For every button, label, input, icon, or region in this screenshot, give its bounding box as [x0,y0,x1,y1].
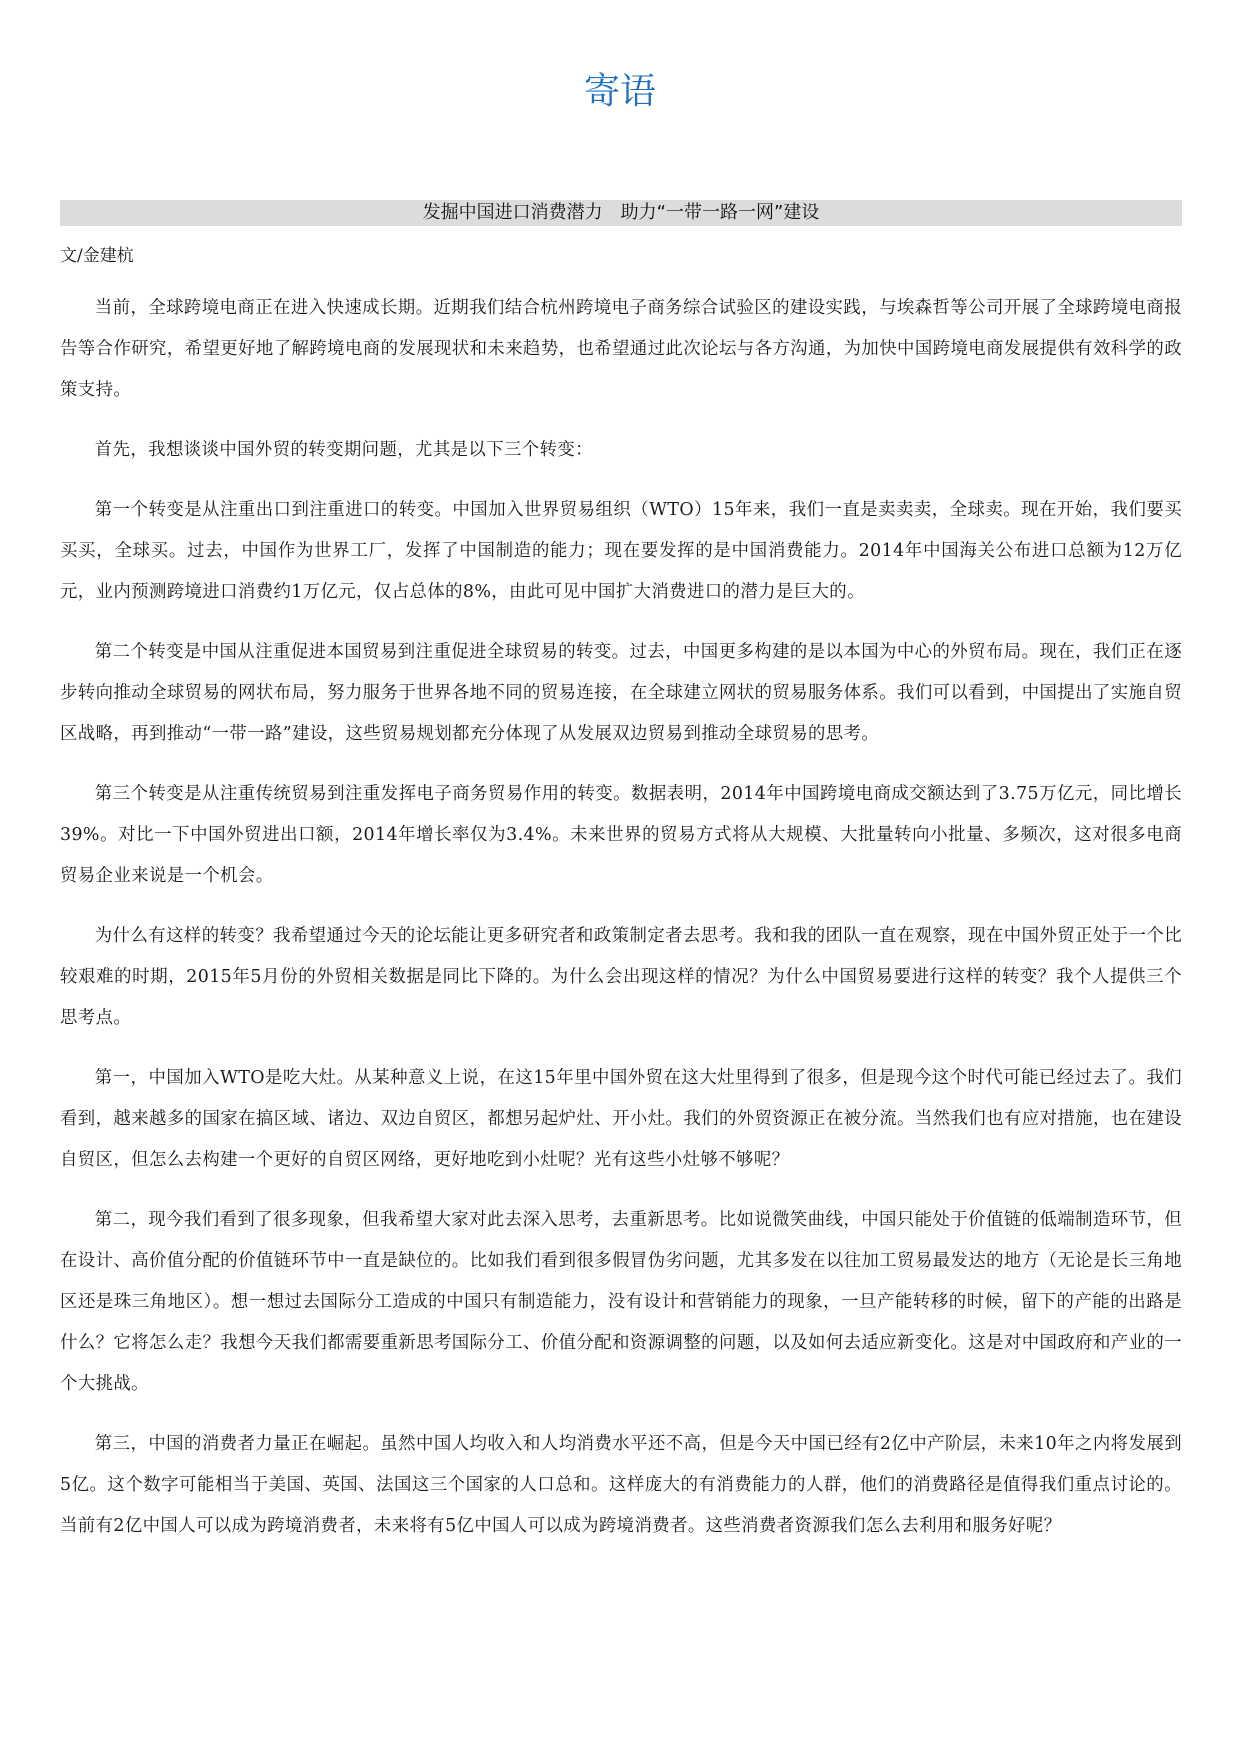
paragraph: 第三，中国的消费者力量正在崛起。虽然中国人均收入和人均消费水平还不高，但是今天中国已经有2亿中产阶层，未来10年之内将发展到5亿。这个数字可能相当于美国、英国、法国这三个国家的人口总和。这样庞大的有消费能力的人群，他们的消费路径是值得我们重点讨论的。当前有2亿中国人可以成为跨境消费者，未来将有5亿中国人可以成为跨境消费者。这些消费者资源我们怎么去利用和服务好呢？ [60,1434,1182,1536]
paragraph: 为什么有这样的转变？我希望通过今天的论坛能让更多研究者和政策制定者去思考。我和我的团队一直在观察，现在中国外贸正处于一个比较艰难的时期，2015年5月份的外贸相关数据是同比下降的。为什么会出现这样的情况？为什么中国贸易要进行这样的转变？我个人提供三个思考点。 [60,926,1182,1028]
author-byline: 文/金建杭 [60,246,134,266]
paragraph: 首先，我想谈谈中国外贸的转变期问题，尤其是以下三个转变： [94,440,593,460]
paragraph: 第二个转变是中国从注重促进本国贸易到注重促进全球贸易的转变。过去，中国更多构建的是以本国为中心的外贸布局。现在，我们正在逐步转向推动全球贸易的网状布局，努力服务于世界各地不同的贸易连接，在全球建立网状的贸易服务体系。我们可以看到，中国提出了实施自贸区战略，再到推动“一带一路”建设，这些贸易规划都充分体现了从发展双边贸易到推动全球贸易的思考。 [60,642,1182,744]
paragraph: 第三个转变是从注重传统贸易到注重发挥电子商务贸易作用的转变。数据表明，2014年中国跨境电商成交额达到了3.75万亿元，同比增长39%。对比一下中国外贸进出口额，2014年增长率仅为3.4%。未来世界的贸易方式将从大规模、大批量转向小批量、多频次，这对很多电商贸易企业来说是一个机会。 [60,784,1182,886]
article-body [60,288,1182,1566]
paragraph: 第一个转变是从注重出口到注重进口的转变。中国加入世界贸易组织（WTO）15年来，我们一直是卖卖卖，全球卖。现在开始，我们要买买买，全球买。过去，中国作为世界工厂，发挥了中国制造的能力；现在要发挥的是中国消费能力。2014年中国海关公布进口总额为12万亿元，业内预测跨境进口消费约1万亿元，仅占总体的8%，由此可见中国扩大消费进口的潜力是巨大的。 [60,500,1182,602]
paragraph: 当前，全球跨境电商正在进入快速成长期。近期我们结合杭州跨境电子商务综合试验区的建设实践，与埃森哲等公司开展了全球跨境电商报告等合作研究，希望更好地了解跨境电商的发展现状和未来趋势，也希望通过此次论坛与各方沟通，为加快中国跨境电商发展提供有效科学的政策支持。 [60,298,1182,400]
article-headline: 发掘中国进口消费潜力 助力“一带一路一网”建设 [60,200,1182,226]
page-title: 寄语 [583,71,656,112]
paragraph: 第一，中国加入WTO是吃大灶。从某种意义上说，在这15年里中国外贸在这大灶里得到了很多，但是现今这个时代可能已经过去了。我们看到，越来越多的国家在搞区域、诸边、双边自贸区，都想另起炉灶、开小灶。我们的外贸资源正在被分流。当然我们也有应对措施，也在建设自贸区，但怎么去构建一个更好的自贸区网络，更好地吃到小灶呢？光有这些小灶够不够呢？ [60,1068,1182,1170]
paragraph: 第二，现今我们看到了很多现象，但我希望大家对此去深入思考，去重新思考。比如说微笑曲线，中国只能处于价值链的低端制造环节，但在设计、高价值分配的价值链环节中一直是缺位的。比如我们看到很多假冒伪劣问题，尤其多发在以往加工贸易最发达的地方（无论是长三角地区还是珠三角地区）。想一想过去国际分工造成的中国只有制造能力，没有设计和营销能力的现象，一旦产能转移的时候，留下的产能的出路是什么？它将怎么走？我想今天我们都需要重新思考国际分工、价值分配和资源调整的问题，以及如何去适应新变化。这是对中国政府和产业的一个大挑战。 [60,1210,1182,1394]
